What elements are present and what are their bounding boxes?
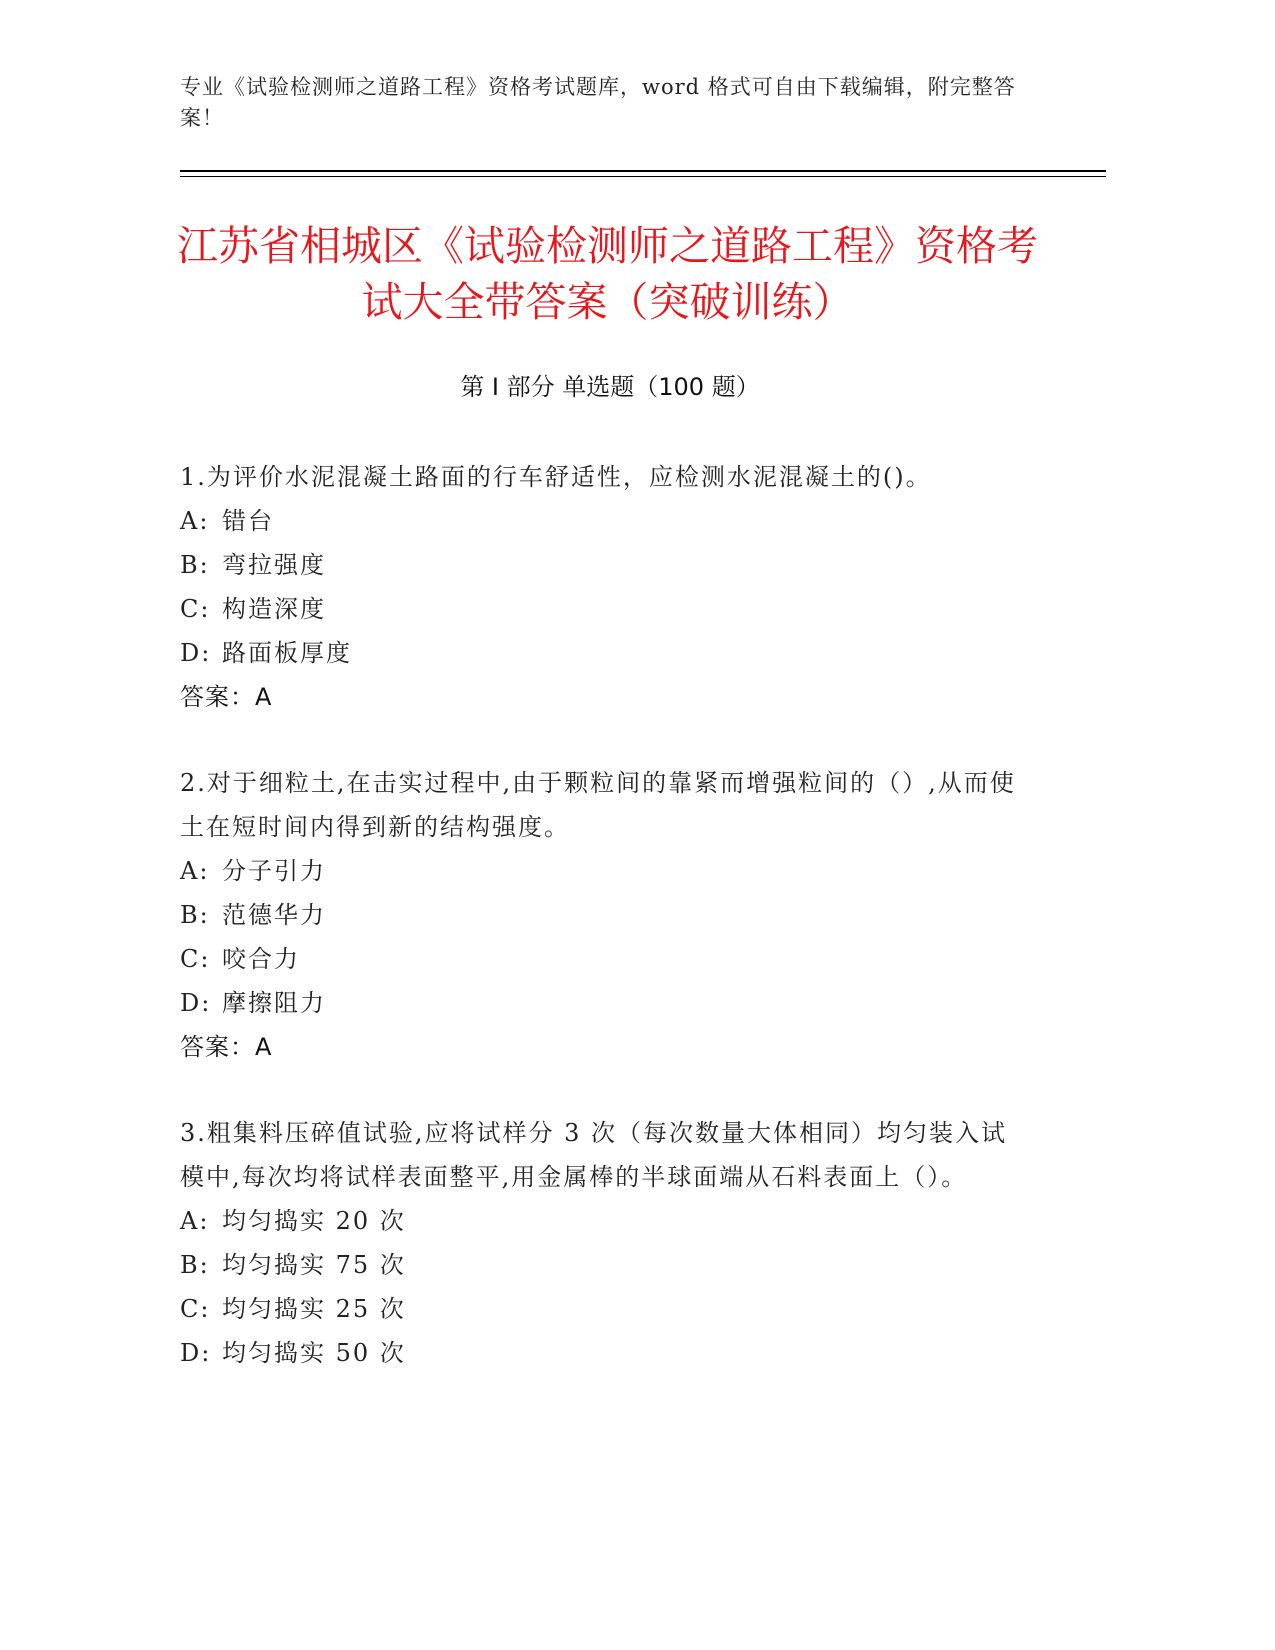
answer-line: 答案：A: [180, 1033, 273, 1061]
option-text: 摩擦阻力: [222, 989, 326, 1017]
option-a: [180, 849, 1030, 893]
option-key: B:: [180, 901, 210, 929]
option-text: 均匀捣实 25 次: [222, 1295, 406, 1323]
option-key: C:: [180, 945, 211, 973]
option-key: B:: [180, 1251, 210, 1279]
option-text: 错台: [222, 507, 274, 535]
option-a: [180, 1199, 1030, 1243]
question-stem: 3.粗集料压碎值试验,应将试样分 3 次（每次数量大体相同）均匀装入试模中,每次均将试样表面整平,用金属棒的半球面端从石料表面上（）。: [180, 1119, 1008, 1191]
option-key: A:: [180, 1207, 210, 1235]
option-text: 咬合力: [222, 945, 300, 973]
question-list: [180, 455, 1030, 1417]
section-title: 第 I 部分 单选题（100 题）: [460, 373, 760, 401]
header-rule-thick: [180, 170, 1106, 172]
option-text: 均匀捣实 20 次: [222, 1207, 406, 1235]
option-c: [180, 937, 1030, 981]
header-note: 专业《试验检测师之道路工程》资格考试题库，word 格式可自由下载编辑，附完整答案！: [180, 75, 1016, 130]
option-key: D:: [180, 639, 212, 667]
question-2: [180, 761, 1030, 1069]
question-1: [180, 455, 1030, 719]
option-c: [180, 587, 1030, 631]
answer-line: 答案：A: [180, 683, 273, 711]
option-b: [180, 1243, 1030, 1287]
option-text: 路面板厚度: [222, 639, 352, 667]
document-title: 江苏省相城区《试验检测师之道路工程》资格考试大全带答案（突破训练）: [177, 222, 1038, 326]
option-key: D:: [180, 1339, 212, 1367]
question-3: [180, 1111, 1030, 1375]
option-text: 构造深度: [222, 595, 326, 623]
option-key: A:: [180, 507, 210, 535]
option-d: [180, 631, 1030, 675]
question-stem: 2.对于细粒土,在击实过程中,由于颗粒间的靠紧而增强粒间的（）,从而使土在短时间内得到新的结构强度。: [180, 769, 1016, 841]
option-text: 范德华力: [222, 901, 326, 929]
option-text: 均匀捣实 50 次: [222, 1339, 406, 1367]
option-b: [180, 893, 1030, 937]
option-text: 分子引力: [222, 857, 326, 885]
option-d: [180, 1331, 1030, 1375]
option-key: A:: [180, 857, 210, 885]
option-key: C:: [180, 1295, 211, 1323]
option-c: [180, 1287, 1030, 1331]
option-d: [180, 981, 1030, 1025]
option-b: [180, 543, 1030, 587]
option-key: B:: [180, 551, 210, 579]
header-rule-thin: [180, 176, 1106, 177]
option-key: C:: [180, 595, 211, 623]
question-stem: 1.为评价水泥混凝土路面的行车舒适性，应检测水泥混凝土的()。: [180, 463, 932, 491]
option-text: 弯拉强度: [222, 551, 326, 579]
option-key: D:: [180, 989, 212, 1017]
option-a: [180, 499, 1030, 543]
option-text: 均匀捣实 75 次: [222, 1251, 406, 1279]
